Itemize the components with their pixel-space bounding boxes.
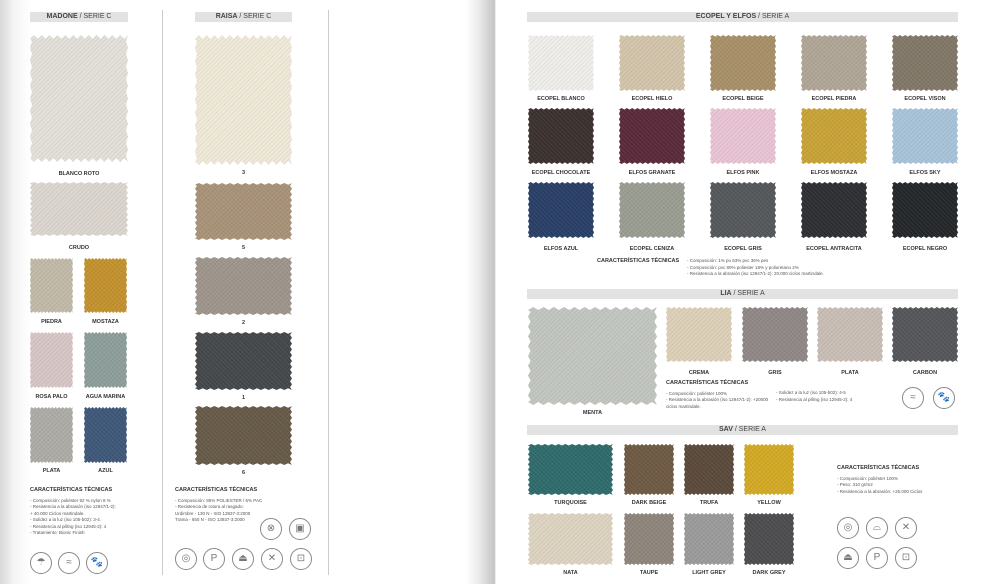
fabric-swatch[interactable] (528, 182, 594, 238)
chars-line: - Resistencia al pilling (iso 12945-2): 4 (30, 523, 107, 529)
series-name: LIA (720, 290, 732, 297)
swatch-label: ECOPEL GRIS (724, 246, 762, 252)
swatch-label: CARBON (912, 370, 938, 376)
fabric-swatch[interactable] (817, 307, 883, 362)
chars-line: - Resistencia al pilling (iso 12945-2): 4 (776, 396, 853, 402)
swatch-label: PIEDRA (41, 319, 62, 325)
series-name: MADONE (46, 13, 78, 20)
swatch-label: ELFOS GRANATE (628, 170, 676, 176)
swatch-label: ELFOS SKY (909, 170, 941, 176)
fabric-swatch[interactable] (195, 257, 292, 315)
chars-line: - Composición: pvc 80% poliester 18% y poliuretano 2% (687, 264, 799, 270)
iron-icon: ⏏ (837, 547, 859, 569)
lia-technical-specs (666, 380, 768, 410)
no-bleach-icon: ✕ (261, 548, 283, 570)
swatch-label: ECOPEL ANTRACITA (806, 246, 862, 252)
chars-title: CARACTERÍSTICAS TÉCNICAS (30, 487, 113, 493)
lia-header (527, 289, 958, 299)
fabric-swatch[interactable] (619, 182, 685, 238)
swatch-label: CREMA (688, 370, 710, 376)
chars-title: CARACTERÍSTICAS TÉCNICAS (837, 465, 920, 471)
tumble-dry-icon: ⊡ (895, 547, 917, 569)
washing-machine-icon: ◎ (175, 548, 197, 570)
series-class: / SERIE C (237, 13, 272, 20)
dry-clean-p-icon: P (203, 548, 225, 570)
no-tumble-dry-icon: ⊗ (260, 518, 282, 540)
waterproof-icon: ☂ (30, 552, 52, 574)
swatch-label: BLANCO ROTO (58, 171, 100, 177)
washable-icon: ≈ (58, 552, 80, 574)
swatch-label: ELFOS MOSTAZA (810, 170, 858, 176)
fabric-swatch[interactable] (195, 35, 292, 165)
madone-technical-specs (30, 487, 116, 537)
series-class: / SERIE A (731, 290, 765, 297)
fabric-swatch[interactable] (195, 332, 292, 390)
chars-title: CARACTERÍSTICAS TÉCNICAS (597, 258, 680, 264)
swatch-label: 6 (241, 470, 246, 476)
fabric-swatch[interactable] (744, 444, 794, 495)
tumble-dry-icon: ⊡ (290, 548, 312, 570)
fabric-swatch[interactable] (30, 35, 128, 162)
swatch-label: ECOPEL CENIZA (629, 246, 675, 252)
swatch-label: ECOPEL BEIGE (722, 96, 764, 102)
chars-title: CARACTERÍSTICAS TÉCNICAS (175, 487, 258, 493)
column-divider (162, 10, 163, 575)
swatch-label: TRUFA (699, 500, 719, 506)
fabric-swatch[interactable] (892, 182, 958, 238)
swatch-label: PLATA (841, 370, 859, 376)
swatch-label: 5 (241, 245, 246, 251)
chars-line: Urdimbre - 130 N - ISO 13937-3:2000 (175, 510, 251, 516)
swatch-label: TURQUOISE (554, 500, 587, 506)
fabric-swatch[interactable] (528, 444, 613, 495)
series-class: / SERIE C (77, 13, 112, 20)
swatch-label: GRIS (768, 370, 782, 376)
sav-technical-specs (837, 465, 922, 495)
fabric-swatch[interactable] (624, 444, 674, 495)
fabric-swatch[interactable] (528, 307, 657, 405)
lia-technical-specs-2 (776, 390, 852, 403)
ecopel-elfos-header (527, 12, 958, 22)
fabric-swatch[interactable] (801, 108, 867, 164)
swatch-label: AZUL (98, 468, 113, 474)
swatch-label: ECOPEL BLANCO (537, 96, 585, 102)
fabric-swatch[interactable] (84, 332, 127, 388)
fabric-swatch[interactable] (619, 108, 685, 164)
fabric-swatch[interactable] (619, 35, 685, 91)
fabric-swatch[interactable] (684, 444, 734, 495)
chars-line: ciclos martindale. (666, 403, 701, 409)
swatch-label: YELLOW (757, 500, 781, 506)
column-divider (328, 10, 329, 575)
wash-30-icon: ⌓ (866, 517, 888, 539)
chars-line: + 40.000 Ciclos martindale. (30, 510, 85, 516)
swatch-label: TAUPE (639, 570, 659, 576)
dry-clean-p-icon: P (866, 547, 888, 569)
swatch-label: 1 (241, 395, 246, 401)
fabric-swatch[interactable] (744, 513, 794, 565)
swatch-label: NATA (563, 570, 578, 576)
pet-friendly-icon: 🐾 (933, 387, 955, 409)
swatch-label: ECOPEL HIELO (631, 96, 673, 102)
pet-friendly-icon: 🐾 (86, 552, 108, 574)
fabric-swatch[interactable] (801, 35, 867, 91)
dry-flat-icon: ▣ (289, 518, 311, 540)
madone-header (30, 12, 128, 22)
fabric-swatch[interactable] (528, 108, 594, 164)
raisa-technical-specs (175, 487, 262, 524)
fabric-swatch[interactable] (528, 35, 594, 91)
fabric-swatch[interactable] (742, 307, 808, 362)
fabric-swatch[interactable] (84, 407, 127, 463)
series-name: SAV (719, 426, 733, 433)
no-bleach-icon: ✕ (895, 517, 917, 539)
swatch-label: ECOPEL CHOCOLATE (531, 170, 591, 176)
raisa-header (195, 12, 292, 22)
swatch-label: DARK BEIGE (631, 500, 667, 506)
chars-line: - Composición: poliéster 92 % nylon 8 % (30, 497, 111, 503)
swatch-label: 2 (241, 320, 246, 326)
series-class: / SERIE A (732, 426, 766, 433)
chars-line: - Solidez a la luz (iso 105-b02): 3-4. (30, 517, 102, 522)
chars-line: - Resistencia a la abrasión (iso 12947/1-2): 20.000 ciclos martindale. (687, 271, 824, 276)
swatch-label: ELFOS PINK (726, 170, 760, 176)
chars-line: - Composición: 95% POLIESTER / 5% PAC (175, 497, 263, 503)
swatch-label: MOSTAZA (92, 319, 119, 325)
chars-line: - Solidez a la luz (iso 105-b02): 4-5 (776, 390, 846, 395)
fabric-swatch[interactable] (30, 258, 73, 313)
chars-line: - Composición: poliéster 100% (666, 390, 728, 396)
swatch-label: AGUA MARINA (85, 394, 126, 400)
chars-line: - Resistencia a la abrasión (iso 12947/1-2): (30, 504, 116, 509)
fabric-swatch[interactable] (30, 182, 128, 236)
book-spine (466, 0, 496, 584)
fabric-swatch[interactable] (84, 258, 127, 313)
swatch-label: CRUDO (68, 245, 90, 251)
sav-header (527, 425, 958, 435)
fabric-swatch[interactable] (710, 35, 776, 91)
swatch-label: MENTA (582, 410, 603, 416)
swatch-label: ECOPEL PIEDRA (811, 96, 857, 102)
fabric-swatch[interactable] (710, 182, 776, 238)
swatch-label: ECOPEL NEGRO (902, 246, 948, 252)
chars-line: Trama - 650 N - ISO 13937-3:2000 (175, 517, 245, 522)
chars-line: - Resistencia de rotura al rasgado: (175, 504, 244, 509)
swatch-label: ROSA PALO (35, 394, 68, 400)
swatch-label: ECOPEL VISON (904, 96, 946, 102)
series-class: / SERIE A (756, 13, 790, 20)
swatch-label: PLATA (42, 468, 61, 474)
chars-title: CARACTERÍSTICAS TÉCNICAS (666, 380, 749, 386)
iron-icon: ⏏ (232, 548, 254, 570)
fabric-swatch[interactable] (684, 513, 734, 565)
chars-line: - Composición: 1% pu 63% pvc 36% pes (687, 258, 769, 263)
chars-line: - Resistencia a la abrasión (iso 12947/1-2): +20000 (666, 397, 769, 402)
washing-machine-icon: ◎ (837, 517, 859, 539)
chars-line: - Resistencia a la abrasión: +25.000 Ciclos (837, 488, 923, 494)
swatch-label: 3 (241, 170, 246, 176)
washable-icon: ≈ (902, 387, 924, 409)
fabric-swatch[interactable] (30, 407, 73, 463)
series-name: RAISA (215, 13, 238, 20)
fabric-swatch[interactable] (30, 332, 73, 388)
swatch-label: ELFOS AZUL (543, 246, 579, 252)
series-name: ECOPEL Y ELFOS (695, 13, 757, 20)
swatch-label: LIGHT GREY (692, 570, 726, 576)
fabric-swatch[interactable] (624, 513, 674, 565)
fabric-swatch[interactable] (801, 182, 867, 238)
fabric-swatch[interactable] (710, 108, 776, 164)
chars-line: - Composición: poliéster 100% (837, 475, 899, 481)
swatch-label: DARK GREY (752, 570, 786, 576)
fabric-swatch[interactable] (892, 108, 958, 164)
fabric-swatch[interactable] (666, 307, 732, 362)
ecopel-technical-specs (597, 258, 897, 278)
fabric-swatch[interactable] (528, 513, 613, 565)
fabric-swatch[interactable] (195, 183, 292, 240)
fabric-swatch[interactable] (892, 307, 958, 362)
fabric-swatch[interactable] (195, 406, 292, 465)
chars-line: - Tratamiento: Bionic Finish (30, 530, 85, 535)
chars-line: - Peso: 310 gr/m2 (837, 482, 873, 487)
fabric-swatch[interactable] (892, 35, 958, 91)
